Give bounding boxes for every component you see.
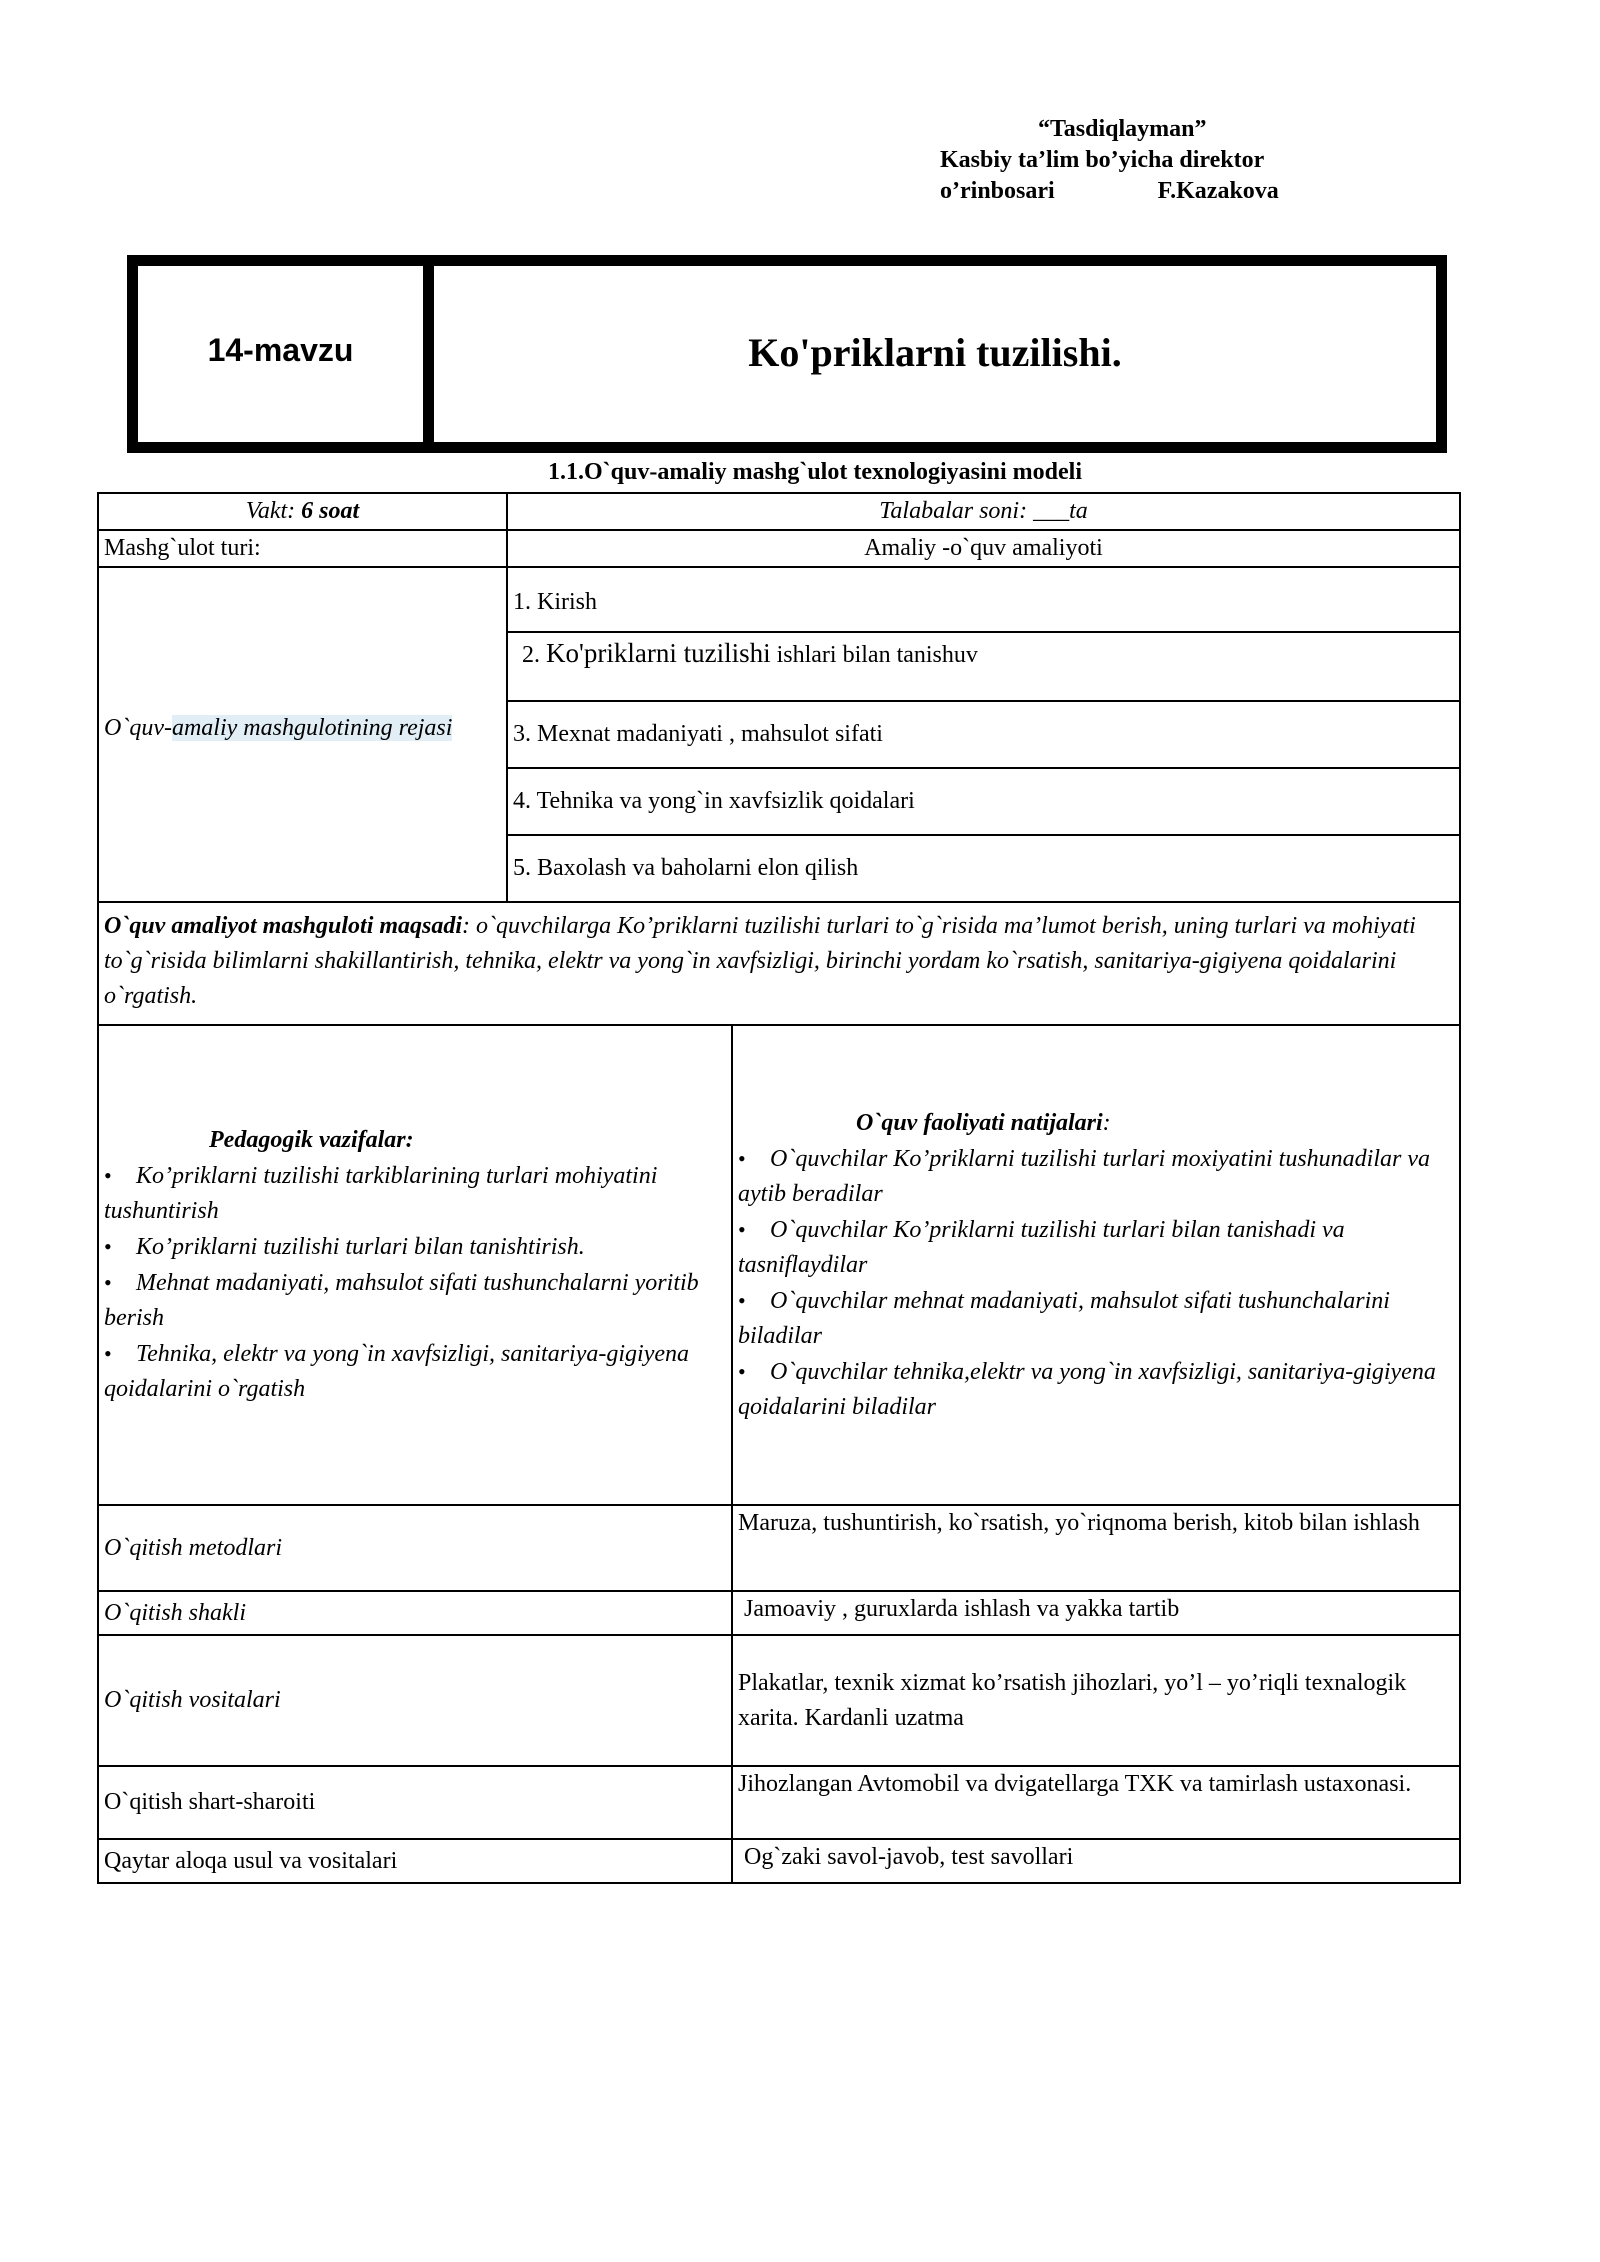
list-item: • Mehnat madaniyati, mahsulot sifati tushunchalarni yoritib berish [104,1265,726,1336]
table-row [98,567,1460,632]
plan-item-2-title: Ko'priklarni tuzilishi [546,638,771,668]
tasks-cell [98,1025,732,1505]
list-item: • O`quvchilar mehnat madaniyati, mahsulot sifati tushunchalarini biladilar [738,1283,1454,1354]
table-row [98,1505,1460,1591]
table-row [98,493,1460,530]
form-value: Jamoaviy , guruxlarda ishlash va yakka tartib [732,1591,1460,1635]
lesson-type-label: Mashg`ulot turi: [98,530,507,567]
list-item: • Tehnika, elektr va yong`in xavfsizligi, sanitariya-gigiyena qoidalarini o`rgatish [104,1336,726,1407]
lesson-model-table [97,492,1461,1884]
plan-label-part-b: amaliy mashgulotining rejasi [171,715,453,741]
results-cell [732,1025,1460,1505]
lesson-type-value: Amaliy -o`quv amaliyoti [507,530,1460,567]
tasks-list [104,1158,726,1407]
topic-header-box [127,255,1447,453]
approval-name: F.Kazakova [1157,178,1279,204]
approval-block [940,114,1279,207]
conditions-value: Jihozlangan Avtomobil va dvigatellarga TXK va tamirlash ustaxonasi. [732,1766,1460,1839]
students-label: Talabalar soni: [879,498,1034,524]
plan-item-2 [507,632,1460,701]
topic-title: Ko'priklarni tuzilishi. [748,329,1122,375]
plan-label [98,567,507,902]
tools-value: Plakatlar, texnik xizmat ko’rsatish jihozlari, yo’l – yo’riqli texnalogik xarita. Kardanli uzatma [732,1635,1460,1766]
time-cell [98,493,507,530]
methods-label: O`qitish metodlari [98,1505,732,1591]
bullet-icon: • [104,1234,112,1259]
conditions-label: O`qitish shart-sharoiti [98,1766,732,1839]
time-value: 6 soat [301,498,360,524]
tasks-heading: Pedagogik vazifalar: [209,1127,414,1153]
table-row [98,1025,1460,1505]
bullet-icon: • [738,1145,746,1171]
results-heading: O`quv faoliyati natijalari: [856,1109,1111,1136]
list-item: • O`quvchilar tehnika,elektr va yong`in xavfsizligi, sanitariya-gigiyena qoidalarini biladilar [738,1354,1454,1425]
approval-title: “Tasdiqlayman” [1038,116,1207,142]
approval-position: Kasbiy ta’lim bo’yicha direktor [940,147,1265,173]
bullet-icon: • [104,1341,112,1366]
plan-item-5: 5. Baxolash va baholarni elon qilish [507,835,1460,902]
topic-number: 14-mavzu [138,266,434,442]
section-title: 1.1.O`quv-amaliy mashg`ulot texnologiyasini modeli [547,459,1083,485]
goal-text: : o`quvchilarga Ko’priklarni tuzilishi turlari to`g`risida ma’lumot berish, uning turlari va mohiyati to`g`risida bilimlarni shakillantirish, tehnika, elektr va yong`in xavfsizligi, birinchi yordam ko`rsatish, sanitariya-gigiyena qoidalarini o`rgatish. [104,913,1416,1009]
methods-value: Maruza, tushuntirish, ko`rsatish, yo`riqnoma berish, kitob bilan ishlash [732,1505,1460,1591]
plan-label-part-a: O`quv- [104,715,172,741]
bullet-icon: • [738,1216,746,1242]
table-row [98,1591,1460,1635]
approval-signature-line [940,176,1279,207]
table-row [98,902,1460,1025]
bullet-icon: • [104,1163,112,1188]
plan-item-4: 4. Tehnika va yong`in xavfsizlik qoidalari [507,768,1460,835]
bullet-icon: • [738,1358,746,1384]
list-item: • O`quvchilar Ko’priklarni tuzilishi turlari moxiyatini tushunadilar va aytib beradilar [738,1141,1454,1212]
goal-label: O`quv amaliyot mashguloti maqsadi [104,913,463,939]
goal-cell [98,902,1460,1025]
students-cell [507,493,1460,530]
plan-item-2-rest: ishlari bilan tanishuv [770,642,978,668]
feedback-label: Qaytar aloqa usul va vositalari [98,1839,732,1883]
list-item: • Ko’priklarni tuzilishi tarkiblarining turlari mohiyatini tushuntirish [104,1158,726,1229]
list-item: • O`quvchilar Ko’priklarni tuzilishi turlari bilan tanishadi va tasniflaydilar [738,1212,1454,1283]
table-row [98,1766,1460,1839]
plan-item-3: 3. Mexnat madaniyati , mahsulot sifati [507,701,1460,768]
approval-role: o’rinbosari [940,178,1055,204]
bullet-icon: • [738,1287,746,1313]
results-list [738,1141,1454,1425]
list-item: • Ko’priklarni tuzilishi turlari bilan tanishtirish. [104,1229,726,1265]
time-label: Vakt: [245,498,302,524]
table-row [98,1635,1460,1766]
plan-item-1: 1. Kirish [507,567,1460,632]
feedback-value: Og`zaki savol-javob, test savollari [732,1839,1460,1883]
students-value: ___ta [1033,498,1088,524]
table-row [98,1839,1460,1883]
table-row [98,530,1460,567]
form-label: O`qitish shakli [98,1591,732,1635]
bullet-icon: • [104,1270,112,1295]
tools-label: O`qitish vositalari [98,1635,732,1766]
plan-item-2-number: 2. [522,642,540,668]
